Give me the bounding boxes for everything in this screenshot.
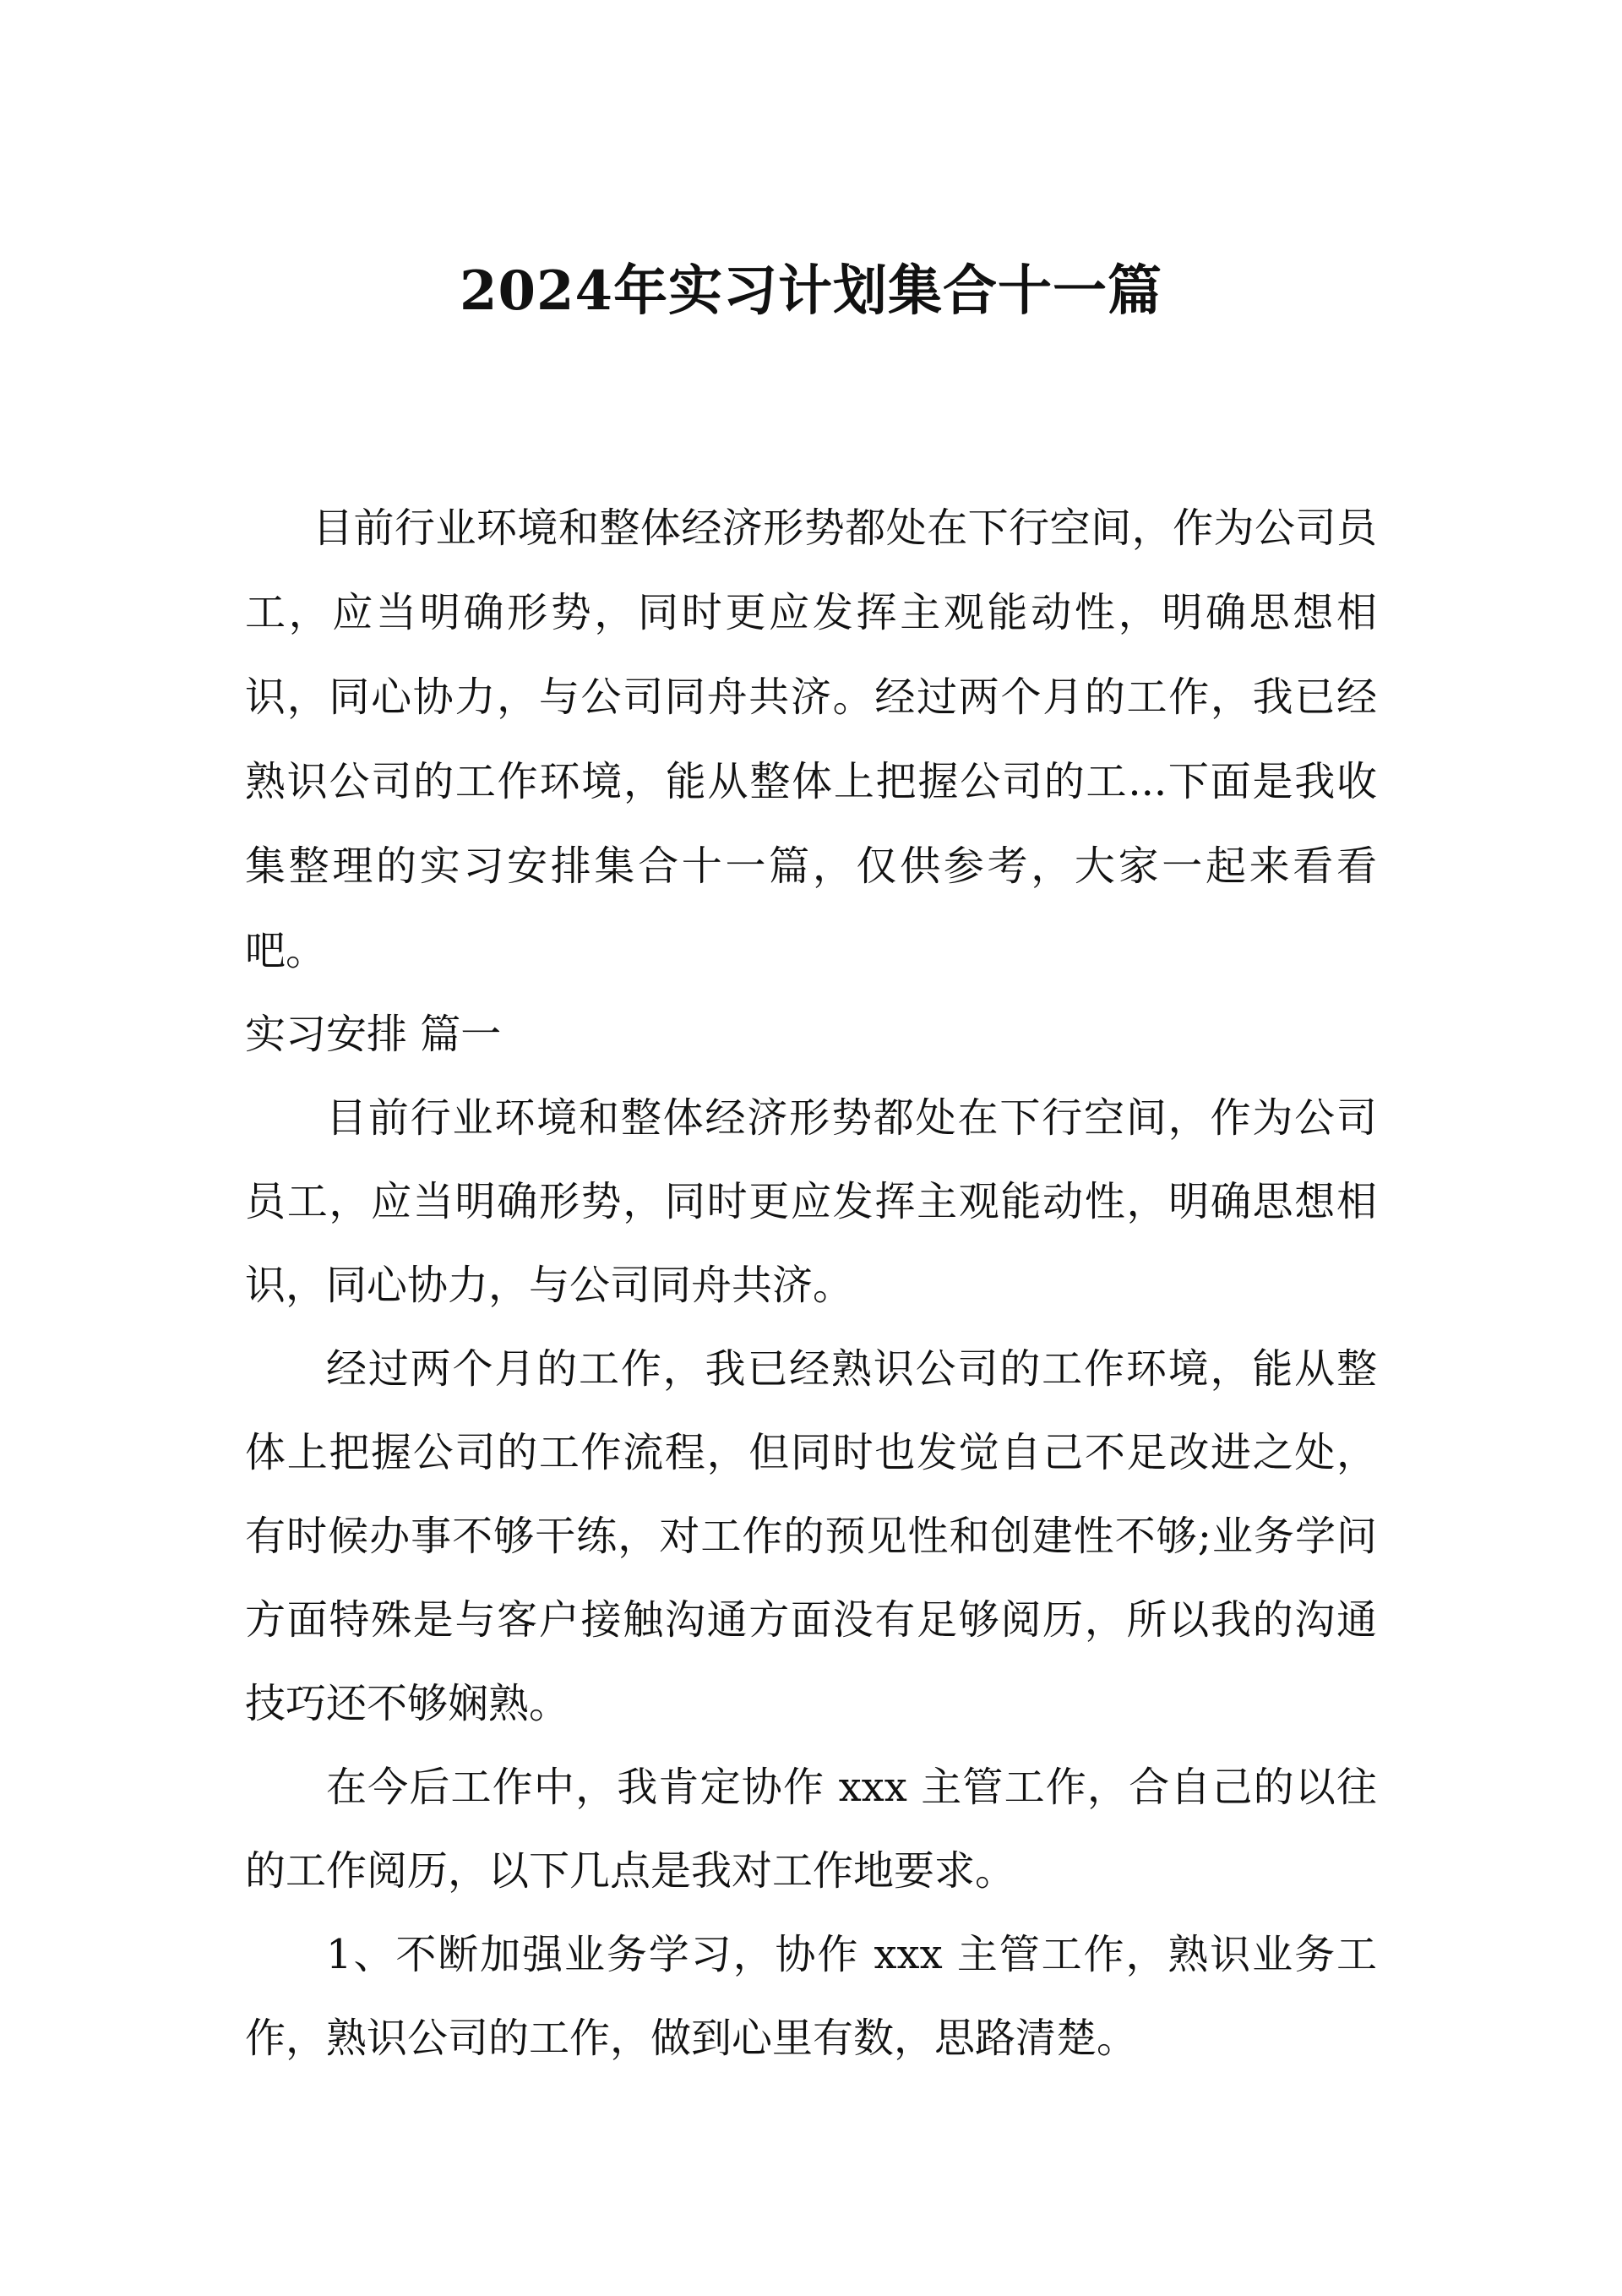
section-heading: 实习安排 篇一 (245, 1011, 502, 1058)
document-body (245, 486, 1377, 2081)
body-paragraph-3: 在今后工作中，我肯定协作 xxx 主管工作，合自己的以往的工作阅历，以下几点是我对工作地要求。 (245, 1764, 1377, 1895)
body-paragraph-2: 经过两个月的工作，我已经熟识公司的工作环境，能从整体上把握公司的工作流程，但同时也发觉自己不足改进之处，有时候办事不够干练，对工作的预见性和创建性不够;业务学问方面特殊是与客户接触沟通方面没有足够阅历，所以我的沟通技巧还不够娴熟。 (245, 1345, 1377, 1727)
intro-paragraph: 目前行业环境和整体经济形势都处在下行空间，作为公司员工，应当明确形势，同时更应发挥主观能动性，明确思想相识，同心协力，与公司同舟共济。经过两个月的工作，我已经熟识公司的工作环境，能从整体上把握公司的工...下面是我收集整理的实习安排集合十一篇，仅供参考，大家一起来看看吧。 (245, 504, 1377, 974)
body-paragraph-1: 目前行业环境和整体经济形势都处在下行空间，作为公司员工，应当明确形势，同时更应发挥主观能动性，明确思想相识，同心协力，与公司同舟共济。 (245, 1094, 1377, 1309)
document-title: 2024年实习计划集合十一篇 (459, 259, 1163, 323)
body-paragraph-4: 1、不断加强业务学习，协作 xxx 主管工作，熟识业务工作，熟识公司的工作，做到心里有数，思路清楚。 (245, 1931, 1377, 2062)
